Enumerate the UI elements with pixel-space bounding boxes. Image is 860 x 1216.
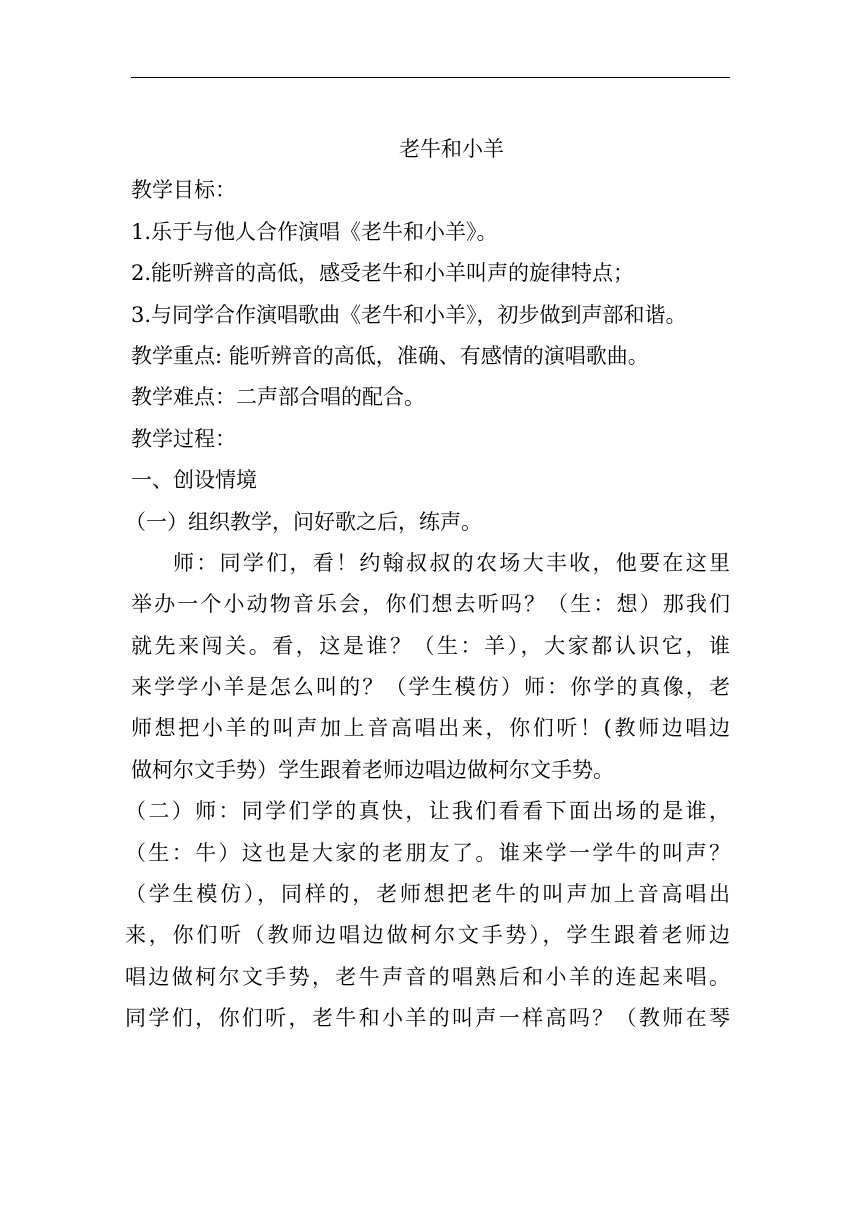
paragraph-teacher-dialogue-1	[131, 543, 730, 791]
paragraph-line: 师：同学们，看！约翰叔叔的农场大丰收，他要在这里	[173, 550, 730, 575]
paragraph-line: 同学们，你们听，老牛和小羊的叫声一样高吗？（教师在琴	[125, 1006, 730, 1031]
paragraph-line: 做柯尔文手势）学生跟着老师边唱边做柯尔文手势。	[131, 757, 614, 782]
objectives-heading: 教学目标：	[131, 178, 236, 203]
paragraph-line: （二）师：同学们学的真快，让我们看看下面出场的是谁，	[125, 799, 730, 824]
section-heading: 一、创设情境	[131, 468, 257, 493]
document-title: 老牛和小羊	[399, 137, 504, 161]
objective-item: 1.乐于与他人合作演唱《老牛和小羊》。	[131, 219, 498, 244]
key-point: 教学重点: 能听辨音的高低，准确、有感情的演唱歌曲。	[131, 343, 649, 368]
paragraph-teacher-dialogue-2	[125, 791, 730, 1039]
process-heading: 教学过程：	[131, 426, 236, 451]
paragraph-line: 来学学小羊是怎么叫的？（学生模仿）师：你学的真像，老	[131, 675, 730, 700]
paragraph-line: 师想把小羊的叫声加上音高唱出来，你们听！(教师边唱边	[131, 716, 730, 741]
header-rule	[131, 77, 730, 78]
paragraph-line: 来，你们听（教师边唱边做柯尔文手势），学生跟着老师边	[125, 923, 730, 948]
paragraph-line: （学生模仿），同样的，老师想把老牛的叫声加上音高唱出	[125, 882, 730, 907]
paragraph-line: 就先来闯关。看，这是谁？（生：羊），大家都认识它，谁	[131, 633, 730, 658]
objective-item: 2.能听辨音的高低，感受老牛和小羊叫声的旋律特点；	[131, 261, 635, 286]
step-heading: （一）组织教学，问好歌之后，练声。	[125, 509, 482, 534]
paragraph-line: 举办一个小动物音乐会，你们想去听吗？（生：想）那我们	[131, 592, 730, 617]
paragraph-line: （生：牛）这也是大家的老朋友了。谁来学一学牛的叫声？	[125, 840, 730, 865]
document-body	[125, 129, 730, 1040]
objective-item: 3.与同学合作演唱歌曲《老牛和小羊》，初步做到声部和谐。	[131, 302, 687, 327]
difficulty: 教学难点：二声部合唱的配合。	[131, 385, 425, 410]
paragraph-line: 唱边做柯尔文手势，老牛声音的唱熟后和小羊的连起来唱。	[125, 964, 730, 989]
